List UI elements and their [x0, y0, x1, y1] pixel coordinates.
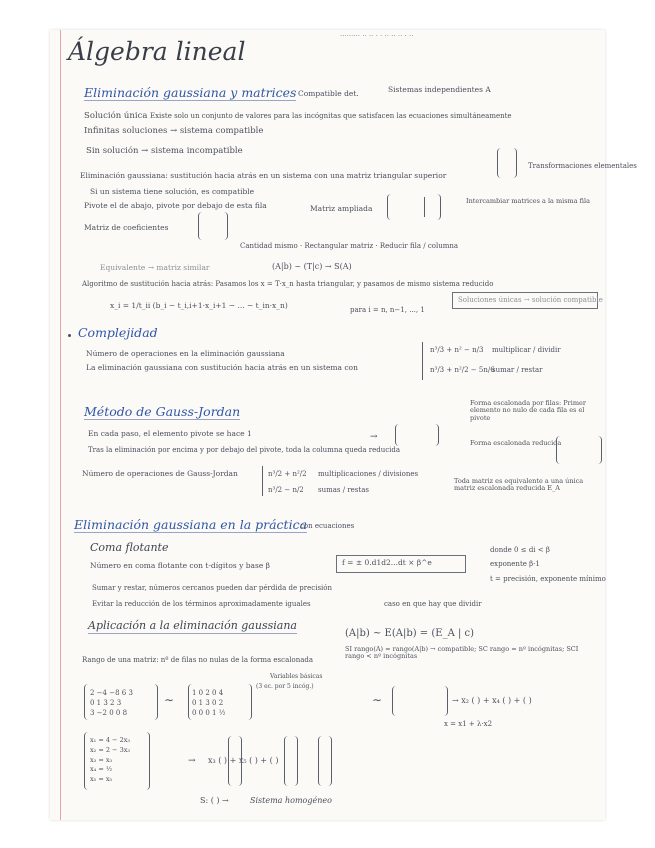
subsection-application: Aplicación a la eliminación gaussiana — [88, 619, 297, 632]
fp-note-2: exponente β·1 — [490, 560, 540, 568]
param-arrow: → — [188, 756, 196, 766]
param-vectors-right: → x₂ ( ) + x₄ ( ) + ( ) — [452, 696, 532, 705]
gj-arrow: → — [370, 432, 378, 442]
complexity-formula-2: n³/3 + n²/2 − 5n/6 — [430, 366, 495, 374]
homogeneous-eq: S: ( ) → — [200, 796, 229, 805]
fp-note-1: donde 0 ≤ di < β — [490, 546, 550, 554]
unique-box-text: Soluciones únicas → solución compatible — [458, 296, 603, 304]
vector-1 — [228, 736, 242, 786]
line-back-substitution: Algoritmo de sustitución hacia atrás: Pasamos los x = T·x_n hasta triangular, y pasamos de mismo sistema reducido — [82, 280, 494, 288]
corner-note: ········· ·· ·· · · ·· ·· ·· · ·· — [340, 32, 414, 40]
gj-ops-mult: multiplicaciones / divisiones — [318, 470, 419, 478]
tilde-sign-right: ∼ — [372, 693, 383, 707]
gj-side-brace — [556, 436, 602, 464]
line-unique-solution-desc: Existe solo un conjunto de valores para las incógnitas que satisfacen las ecuaciones simultáneamente — [150, 112, 512, 120]
section-title-elimination: Eliminación gaussiana y matrices — [84, 85, 297, 100]
complexity-line-1: Número de operaciones en la eliminación gaussiana — [86, 349, 285, 358]
line-pivot: Pivote el de abajo, pivote por debajo de esta fila — [84, 201, 267, 210]
gj-ops-formula-2: n³/2 − n/2 — [268, 486, 304, 494]
matrix-note: (3 ec. por 5 incóg.) — [256, 683, 314, 690]
transform-note: Transformaciones elementales — [528, 162, 637, 170]
vector-brace — [497, 148, 517, 178]
gj-matrix — [395, 424, 439, 446]
matrix-original-values: 2 −4 −8 6 3 0 1 3 2 3 3 −2 0 0 8 — [90, 689, 133, 718]
gj-ops-label: Número de operaciones de Gauss-Jordan — [82, 469, 238, 478]
augmented-matrix — [387, 194, 441, 220]
formula-equivalence: (A|b) ~ (T|c) → S(A) — [272, 262, 352, 271]
augmented-bar — [424, 197, 425, 217]
coef-matrix-label: Matriz de coeficientes — [84, 223, 169, 232]
gj-line-2: Tras la eliminación por encima y por debajo del pivote, toda la columna queda reducida — [88, 446, 401, 454]
fp-line-3-right: caso en que hay que dividir — [384, 600, 482, 608]
line-compatible: Si un sistema tiene solución, es compatible — [90, 187, 255, 196]
section-title-practice: Eliminación gaussiana en la práctica — [74, 517, 308, 532]
matrix-basic-label: Variables básicas — [270, 673, 323, 680]
complexity-mult: multiplicar / dividir — [492, 346, 561, 354]
side-note: Sistemas independientes A — [388, 85, 491, 94]
param-vectors-left: x₃ ( ) + x₅ ( ) + ( ) — [208, 756, 279, 765]
rank-notes: SI rango(A) = rango(A|b) → compatible; SC rango = nº incógnitas; SCI rango < nº incógnitas — [345, 645, 579, 661]
swap-note: Intercambiar matrices a la misma fila — [466, 197, 590, 205]
gj-ops-bracket — [262, 466, 263, 496]
fp-line-1: Número en coma flotante con t-dígitos y base β — [90, 561, 270, 570]
system-solution-values: x₁ = 4 − 2x₃ x₂ = 2 − 3x₃ x₃ = x₃ x₄ = ½ x₅ = x₅ — [90, 736, 130, 783]
line-unique-solution: Solución única — [84, 111, 148, 121]
rank-line: Rango de una matriz: nº de filas no nulas de la forma escalonada — [82, 656, 314, 664]
gj-side-note-2: Forma escalonada reducida — [470, 439, 562, 447]
section-title-gauss-jordan: Método de Gauss-Jordan — [84, 404, 241, 419]
margin-line — [60, 30, 61, 820]
complexity-add: sumar / restar — [492, 366, 543, 374]
line-equivalent: Equivalente → matriz similar — [100, 263, 210, 272]
coef-matrix — [198, 212, 228, 240]
homogeneous-label: Sistema homogéneo — [250, 796, 332, 805]
tilde-sign: ∼ — [164, 693, 175, 707]
section-subtitle: Compatible det. — [298, 89, 359, 98]
subsection-floating-point: Coma flotante — [90, 541, 169, 554]
gj-line-1: En cada paso, el elemento pivote se hace 1 — [88, 429, 252, 438]
line-gauss-elim: Eliminación gaussiana: sustitución hacia atrás en un sistema con una matriz triangular superior — [80, 171, 447, 180]
augmented-label: Matriz ampliada — [310, 204, 373, 213]
complexity-line-2: La eliminación gaussiana con sustitución hacia atrás en un sistema con — [86, 363, 358, 372]
section-title-complexity: Complejidad — [68, 326, 158, 340]
complexity-bracket — [422, 342, 423, 380]
line-no-solution: Sin solución → sistema incompatible — [86, 146, 243, 156]
complexity-formula-1: n³/3 + n² − n/3 — [430, 346, 484, 354]
line-reduce: Cantidad mismo · Rectangular matriz · Reducir fila / columna — [240, 242, 459, 250]
vector-3 — [318, 736, 332, 786]
line-infinite: Infinitas soluciones → sistema compatible — [84, 126, 264, 136]
page-title: Álgebra lineal — [68, 37, 246, 66]
loop-range: para i = n, n−1, ..., 1 — [350, 306, 425, 314]
fp-formula: f = ± 0.d1d2...dt × β^e — [342, 558, 432, 567]
matrix-right — [392, 686, 448, 716]
formula-back-substitution: x_i = 1/t_ii (b_i − t_i,i+1·x_i+1 − ... − t_in·x_n) — [110, 301, 288, 310]
practice-title-note: con ecuaciones — [300, 522, 355, 530]
gj-side-note-3: Toda matriz es equivalente a una única matriz escalonada reducida E_A — [454, 477, 584, 493]
matrix-reduced-values: 1 0 2 0 4 0 1 3 0 2 0 0 0 1 ½ — [192, 689, 226, 718]
rank-equation: (A|b) ~ E(A|b) = (E_A | c) — [345, 628, 475, 639]
fp-note-3: t = precisión, exponente mínimo — [490, 575, 606, 583]
vector-2 — [284, 736, 298, 786]
gj-side-note-1: Forma escalonada por filas: Primer elemento no nulo de cada fila es el pivote — [470, 399, 586, 422]
fp-line-3: Evitar la reducción de los términos aproximadamente iguales — [92, 600, 311, 608]
param-formula: x = x1 + λ·x2 — [444, 720, 493, 728]
fp-line-2: Sumar y restar, números cercanos pueden dar pérdida de precisión — [92, 584, 332, 592]
gj-ops-formula-1: n³/2 + n²/2 — [268, 470, 307, 478]
gj-ops-add: sumas / restas — [318, 486, 369, 494]
